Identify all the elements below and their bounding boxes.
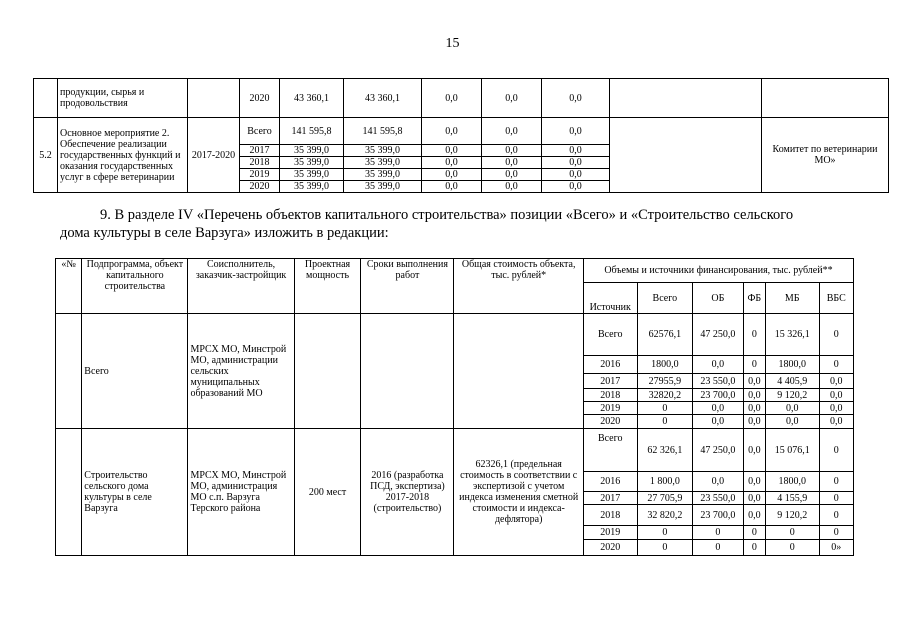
table-row: 2018 32820,2 23 700,0 0,0 9 120,2 0,0 [56,389,854,402]
block-coexecutor: МРСХ МО, Минстрой МО, администрации сельских муниципальных образований МО [188,314,294,429]
block-name: Всего [82,314,188,429]
row-name: Основное мероприятие 2. Обеспечение реализации государственных функций и оказания государственных услуг в сфере ветеринарии [58,118,188,193]
top-table [33,78,889,193]
table-row: 2017 27 705,9 23 550,0 0,0 4 155,9 0 [56,492,854,505]
table-row: 2020 0 0,0 0,0 0,0 0,0 [56,415,854,429]
paragraph-line: дома культуры в селе Варзуга» изложить в редакции: [60,225,389,241]
table-row: 2018 32 820,2 23 700,0 0,0 9 120,2 0 [56,505,854,526]
table-row: 2016 1 800,0 0,0 0,0 1800,0 0 [56,472,854,492]
header-total: Всего [637,283,693,314]
block-name: Строительство сельского дома культуры в селе Варзуга [82,429,188,556]
table-row: 2020 35 399,0 35 399,0 0,0 0,0 0,0 [34,181,889,193]
table-row: 2019 35 399,0 35 399,0 0,0 0,0 0,0 [34,169,889,181]
table-row: 2019 0 0 0 0 0 [56,526,854,540]
paragraph-line: 9. В разделе IV «Перечень объектов капитального строительства» позиции «Всего» и «Строительство сельского [100,207,794,223]
table-row: Строительство сельского дома культуры в селе Варзуга МРСХ МО, Минстрой МО, администрация МО с.п. Варзуга Терского района 200 мест 2016 (разработка ПСД, экспертиза) 2017-2018 (строительство) 62326,1 (предельная стоимость в соответствии с экспертизой с учетом индекса изменения сметной стоимости и индекса-дефлятора) Всего 62 326,1 47 250,0 0,0 15 076,1 0 [56,429,854,472]
page-number: 15 [445,36,460,51]
row-period: 2017-2020 [188,118,240,193]
table-row: 2017 35 399,0 35 399,0 0,0 0,0 0,0 [34,145,889,157]
block-cost: 62326,1 (предельная стоимость в соответствии с экспертизой с учетом индекса изменения сметной стоимости и индекса-дефлятора) [454,429,583,556]
table-row: 2019 0 0,0 0,0 0,0 0,0 [56,402,854,415]
row-name: продукции, сырья и продовольствия [58,79,188,118]
header-cost: Общая стоимость объекта, тыс. рублей* [454,259,583,314]
header-coexecutor: Соисполнитель, заказчик-застройщик [188,259,294,314]
header-capacity: Проектная мощность [294,259,361,314]
header-source: Источник [583,283,637,314]
header-subprogram: Подпрограмма, объект капитального строительства [82,259,188,314]
table-row: 2020 0 0 0 0 0» [56,540,854,556]
table-row: 2016 1800,0 0,0 0 1800,0 0 [56,356,854,374]
table-row: 5.2 Основное мероприятие 2. Обеспечение реализации государственных функций и оказания государственных услуг в сфере ветеринарии 2017-2020 Всего 141 595,8 141 595,8 0,0 0,0 0,0 Комитет по ветеринарии МО» [34,118,889,145]
table-row: 2018 35 399,0 35 399,0 0,0 0,0 0,0 [34,157,889,169]
paragraph [60,206,860,242]
row-executor: Комитет по ветеринарии МО» [762,118,889,193]
capital-construction-table [55,258,854,556]
table-header-row [56,259,854,283]
header-mb: МБ [765,283,819,314]
header-funding: Объемы и источники финансирования, тыс. рублей** [583,259,853,283]
header-terms: Сроки выполнения работ [361,259,454,314]
header-ob: ОБ [693,283,744,314]
header-fb: ФБ [743,283,765,314]
row-number: 5.2 [34,118,58,193]
block-capacity: 200 мест [294,429,361,556]
header-vbs: ВБС [819,283,853,314]
table-row: продукции, сырья и продовольствия 2020 43 360,1 43 360,1 0,0 0,0 0,0 [34,79,889,118]
block-coexecutor: МРСХ МО, Минстрой МО, администрация МО с.п. Варзуга Терского района [188,429,294,556]
block-terms: 2016 (разработка ПСД, экспертиза) 2017-2018 (строительство) [361,429,454,556]
table-row: Всего МРСХ МО, Минстрой МО, администрации сельских муниципальных образований МО Всего 62576,1 47 250,0 0 15 326,1 0 [56,314,854,356]
header-num: «№ [56,259,82,314]
table-row: 2017 27955,9 23 550,0 0,0 4 405,9 0,0 [56,374,854,389]
